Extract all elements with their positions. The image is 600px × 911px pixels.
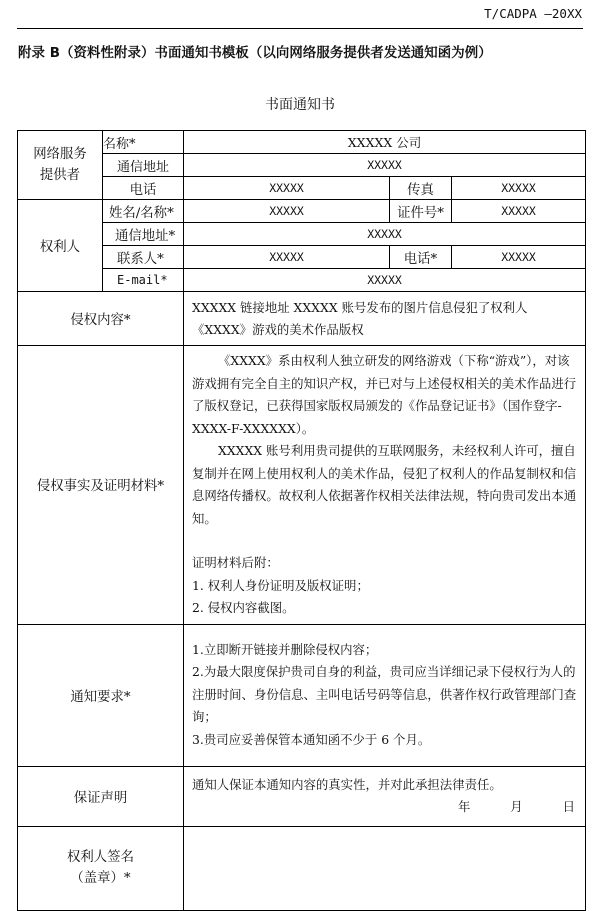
provider-address-label: 通信地址 [103,154,184,177]
signature-label-line-2: （盖章）* [70,871,131,886]
infringement-label: 侵权内容* [18,292,184,346]
requirements-content-field[interactable] [184,624,586,766]
rightholder-phone-label: 电话* [390,246,452,269]
appendix-title: 附录 B（资料性附录）书面通知书模板（以向网络服务提供者发送通知函为例） [18,46,492,61]
evidence-title: 证明材料后附： [192,555,279,570]
facts-content-field[interactable] [184,346,586,625]
rightholder-name-row [18,200,586,223]
rightholder-section-label: 权利人 [18,200,103,292]
rightholder-contact-field[interactable]: XXXXX [184,246,390,269]
evidence-item-1: 1. 权利人身份证明及版权证明； [192,577,369,593]
facts-paragraph-2: XXXXX 账号利用贵司提供的互联网服务，未经权利人许可，擅自复制并在网上使用权利人的美术作品，侵犯了权利人的作品复制权和信息网络传播权。故权利人依据著作权相关法律法规，特向贵司发出本通知。 [192,443,577,526]
infringement-content-field[interactable] [184,292,586,346]
guarantee-label: 保证声明 [18,766,184,826]
provider-address-field[interactable]: XXXXX [184,154,586,177]
requirement-item-2: 2.为最大限度保护贵司自身的利益，贵司应当详细记录下侵权行为人的注册时间、身份信息、主叫电话号码等信息，供著作权行政管理部门查询； [192,664,577,725]
facts-label: 侵权事实及证明材料* [18,346,184,625]
infringement-row [18,292,586,346]
guarantee-text: 通知人保证本通知内容的真实性，并对此承担法律责任。 [192,776,502,792]
provider-name-label: 名称* [103,131,184,154]
date-month: 月 [510,799,523,814]
provider-phone-row [18,177,586,200]
requirements-row [18,624,586,766]
rightholder-email-field[interactable]: XXXXX [184,269,586,292]
provider-fax-field[interactable]: XXXXX [452,177,586,200]
rightholder-email-row [18,269,586,292]
provider-address-row [18,154,586,177]
facts-row [18,346,586,625]
signature-field[interactable] [184,826,586,910]
date-year: 年 [457,799,471,814]
rightholder-name-field[interactable]: XXXXX [184,200,390,223]
requirements-label: 通知要求* [18,624,184,766]
provider-name-field[interactable]: XXXXX 公司 [184,131,586,154]
signature-row [18,826,586,910]
date-day: 日 [562,799,576,814]
provider-phone-field[interactable]: XXXXX [184,177,390,200]
doc-title: 书面通知书 [265,97,335,113]
rightholder-address-row [18,223,586,246]
rightholder-address-field[interactable]: XXXXX [184,223,586,246]
guarantee-row [18,766,586,826]
rightholder-contact-row [18,246,586,269]
header-rule [17,28,583,29]
infringement-line-1: XXXXX 链接地址 XXXXX 账号发布的图片信息侵犯了权利人 [192,299,528,315]
signature-label-line-1: 权利人签名 [67,850,134,865]
guarantee-content-field[interactable] [184,766,586,826]
provider-fax-label: 传真 [390,177,452,200]
rightholder-id-label: 证件号* [390,200,452,223]
rightholder-phone-field[interactable]: XXXXX [452,246,586,269]
rightholder-email-label: E-mail* [103,269,184,292]
standard-id: T/CADPA —20XX [484,6,582,21]
requirement-item-1: 1.立即断开链接并删除侵权内容； [192,641,378,657]
provider-phone-label: 电话 [103,177,184,200]
evidence-item-2: 2. 侵权内容截图。 [192,600,295,615]
notice-form-table [17,130,586,911]
rightholder-id-field[interactable]: XXXXX [452,200,586,223]
signature-label [18,826,184,910]
facts-paragraph-1: 《XXXX》系由权利人独立研发的网络游戏（下称“游戏”），对该游戏拥有完全自主的知识产权，并已对与上述侵权相关的美术作品进行了版权登记，已获得国家版权局颁发的《作品登记证书》（国作登字-XXXX-F-XXXXXX）。 [192,353,577,436]
provider-section-label: 网络服务提供者 [18,131,103,200]
rightholder-contact-label: 联系人* [103,246,184,269]
infringement-line-2: 《XXXX》游戏的美术作品版权 [192,321,364,337]
guarantee-date [192,796,577,819]
rightholder-name-label: 姓名/名称* [103,200,184,223]
requirement-item-3: 3.贵司应妥善保管本通知函不少于 6 个月。 [192,731,431,747]
provider-name-row [18,131,586,154]
rightholder-address-label: 通信地址* [103,223,184,246]
